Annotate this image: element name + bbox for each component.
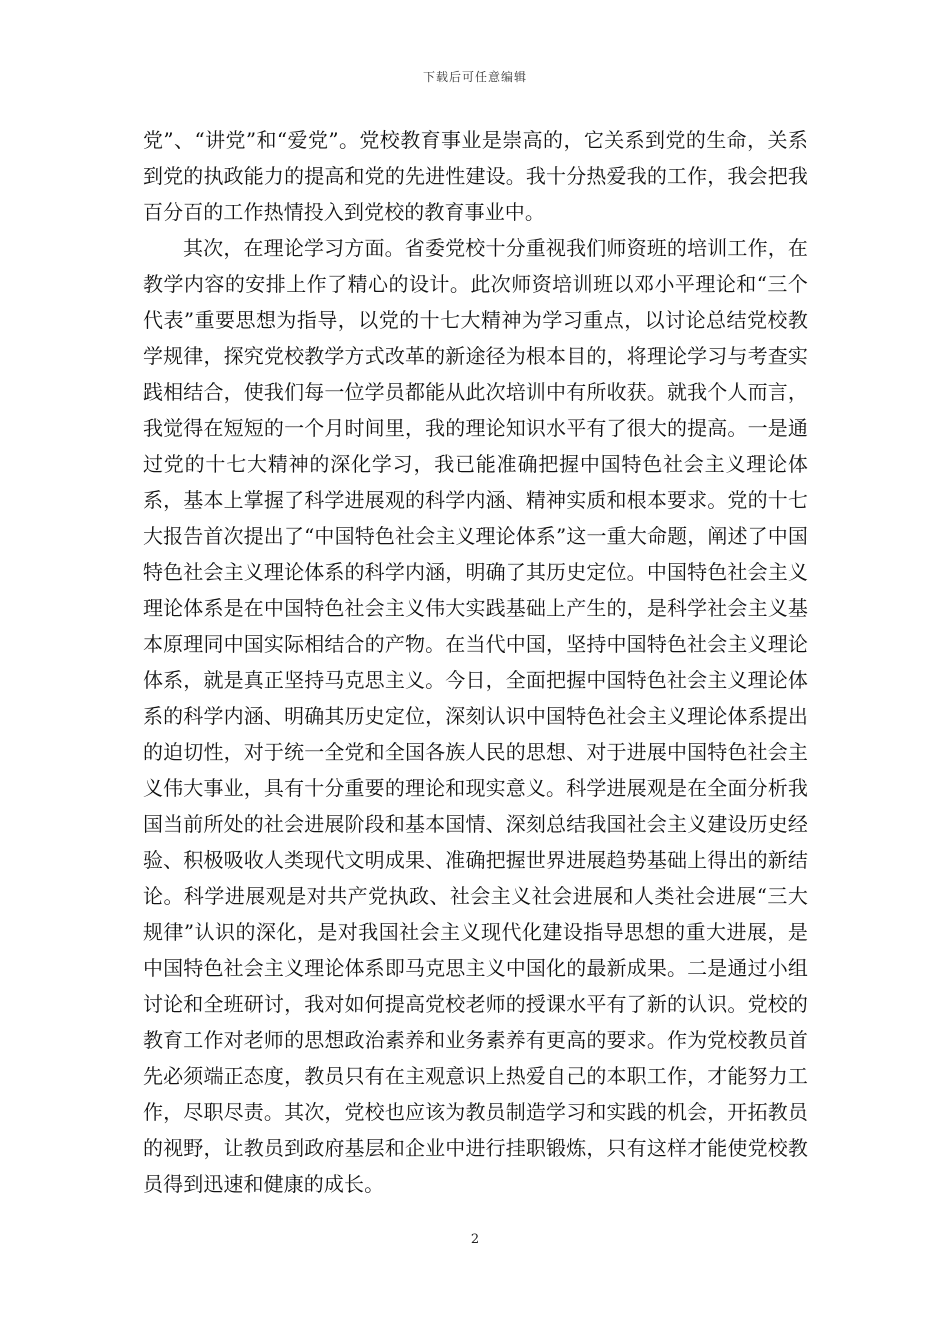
page-header: 下载后可任意编辑 <box>422 70 527 84</box>
paragraph-continuation: 党”、“讲党”和“爱党”。党校教育事业是崇高的，它关系到党的生命，关系到党的执政能力的提高和党的先进性建设。我十分热爱我的工作，我会把我百分百的工作热情投入到党校的教育事业中。 <box>143 128 808 224</box>
paragraph-theory-study: 其次，在理论学习方面。省委党校十分重视我们师资班的培训工作，在教学内容的安排上作了精心的设计。此次师资培训班以邓小平理论和“三个代表”重要思想为指导，以党的十七大精神为学习重点，以讨论总结党校教学规律，探究党校教学方式改革的新途径为根本目的，将理论学习与考查实践相结合，使我们每一位学员都能从此次培训中有所收获。就我个人而言，我觉得在短短的一个月时间里，我的理论知识水平有了很大的提高。一是通过党的十七大精神的深化学习，我已能准确把握中国特色社会主义理论体系，基本上掌握了科学进展观的科学内涵、精神实质和根本要求。党的十七大报告首次提出了“中国特色社会主义理论体系”这一重大命题，阐述了中国特色社会主义理论体系的科学内涵，明确了其历史定位。中国特色社会主义理论体系是在中国特色社会主义伟大实践基础上产生的，是科学社会主义基本原理同中国实际相结合的产物。在当代中国，坚持中国特色社会主义理论体系，就是真正坚持马克思主义。今日，全面把握中国特色社会主义理论体系的科学内涵、明确其历史定位，深刻认识中国特色社会主义理论体系提出的迫切性，对于统一全党和全国各族人民的思想、对于进展中国特色社会主义伟大事业，具有十分重要的理论和现实意义。科学进展观是在全面分析我国当前所处的社会进展阶段和基本国情、深刻总结我国社会主义建设历史经验、积极吸收人类现代文明成果、准确把握世界进展趋势基础上得出的新结论。科学进展观是对共产党执政、社会主义社会进展和人类社会进展“三大规律”认识的深化，是对我国社会主义现代化建设指导思想的重大进展，是中国特色社会主义理论体系即马克思主义中国化的最新成果。二是通过小组讨论和全班研讨，我对如何提高党校老师的授课水平有了新的认识。党校的教育工作对老师的思想政治素养和业务素养有更高的要求。作为党校教员首先必须端正态度，教员只有在主观意识上热爱自己的本职工作，才能努力工作，尽职尽责。其次，党校也应该为教员制造学习和实践的机会，开拓教员的视野，让教员到政府基层和企业中进行挂职锻炼，只有这样才能使党校教员得到迅速和健康的成长。 <box>143 236 808 1196</box>
page-number: 2 <box>470 1232 480 1247</box>
document-body <box>143 122 808 1202</box>
